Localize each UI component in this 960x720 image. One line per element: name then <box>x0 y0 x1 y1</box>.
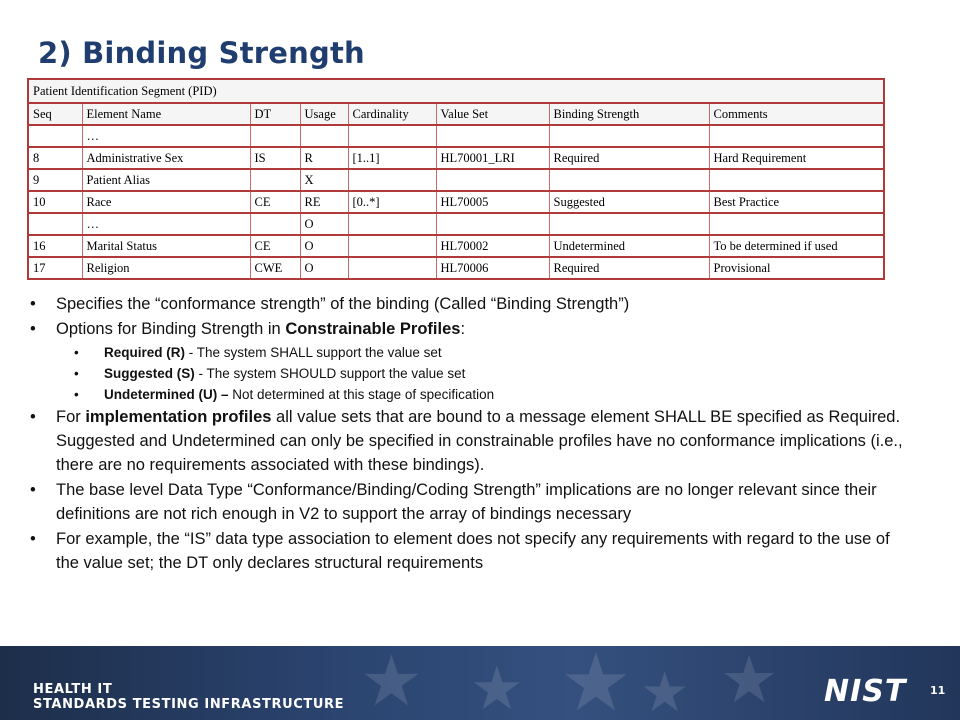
table-cell: HL70006 <box>436 257 549 279</box>
pid-table <box>27 78 885 280</box>
sub-bullet-text <box>104 363 465 384</box>
table-cell: CE <box>250 235 300 257</box>
table-caption: Patient Identification Segment (PID) <box>28 79 884 103</box>
bullet-dot-icon: • <box>30 295 36 313</box>
table-row <box>28 191 884 213</box>
bullet-dot-icon: • <box>30 481 36 499</box>
column-header: DT <box>250 103 300 125</box>
table-cell: Undetermined <box>549 235 709 257</box>
sub-bullet-part: - The system SHOULD support the value set <box>194 366 466 381</box>
footer-line-2: STANDARDS TESTING INFRASTRUCTURE <box>33 697 345 712</box>
column-header: Binding Strength <box>549 103 709 125</box>
nist-logo: NIST <box>824 674 907 709</box>
table-cell: R <box>300 147 348 169</box>
table-cell: RE <box>300 191 348 213</box>
table-cell: CWE <box>250 257 300 279</box>
column-header: Seq <box>28 103 82 125</box>
table-cell: IS <box>250 147 300 169</box>
table-cell: Best Practice <box>709 191 884 213</box>
sub-bullet-bold: Undetermined (U) – <box>104 387 229 402</box>
table-row <box>28 257 884 279</box>
sub-bullet-item <box>30 342 910 363</box>
star-icon: ★ <box>720 646 779 716</box>
bullet-item <box>30 405 910 477</box>
table-cell: Religion <box>82 257 250 279</box>
table-cell <box>709 125 884 147</box>
table-cell: Suggested <box>549 191 709 213</box>
table-cell <box>348 257 436 279</box>
table-cell <box>436 169 549 191</box>
table-row <box>28 213 884 235</box>
column-header: Usage <box>300 103 348 125</box>
table-row <box>28 125 884 147</box>
table-cell <box>28 125 82 147</box>
bullet-text-bold: implementation profiles <box>85 408 272 426</box>
sub-bullet-bold: Suggested (S) <box>104 366 195 381</box>
bullet-text-part: : <box>460 320 466 338</box>
star-icon: ★ <box>560 646 632 720</box>
table-header-row <box>28 103 884 125</box>
table-cell <box>549 169 709 191</box>
star-icon: ★ <box>640 661 690 720</box>
column-header: Element Name <box>82 103 250 125</box>
footer-line-1: HEALTH IT <box>33 682 113 697</box>
table-cell: [1..1] <box>348 147 436 169</box>
bullet-text: The base level Data Type “Conformance/Binding/Coding Strength” implications are no longer relevant since their definitions are not rich enough in V2 to support the array of bindings necessary <box>56 481 877 523</box>
table-cell: Patient Alias <box>82 169 250 191</box>
bullet-dot-icon: • <box>30 320 36 338</box>
table-cell: 9 <box>28 169 82 191</box>
table-cell: X <box>300 169 348 191</box>
table-cell: Provisional <box>709 257 884 279</box>
column-header: Cardinality <box>348 103 436 125</box>
table-cell: … <box>82 213 250 235</box>
table-cell <box>348 125 436 147</box>
table-cell: [0..*] <box>348 191 436 213</box>
table-cell <box>709 213 884 235</box>
table-cell: O <box>300 235 348 257</box>
column-header: Value Set <box>436 103 549 125</box>
bullet-text: Specifies the “conformance strength” of the binding (Called “Binding Strength”) <box>56 295 630 313</box>
table-cell <box>436 125 549 147</box>
bullet-text-part: Options for Binding Strength in <box>56 320 286 338</box>
table-row <box>28 147 884 169</box>
bullet-dot-icon: • <box>74 387 79 402</box>
table-cell <box>348 235 436 257</box>
bullet-text-bold: Constrainable Profiles <box>285 320 461 338</box>
table-cell <box>250 125 300 147</box>
table-cell: Administrative Sex <box>82 147 250 169</box>
table-cell: 10 <box>28 191 82 213</box>
table-cell <box>348 169 436 191</box>
star-icon: ★ <box>360 646 423 720</box>
sub-bullet-text <box>104 384 494 405</box>
bullet-item <box>30 478 910 526</box>
bullet-text <box>56 405 910 477</box>
sub-bullet-bold: Required (R) <box>104 345 185 360</box>
bullet-text-part: all value sets that are bound to a message element SHALL BE specified as Required. Suggested and Undetermined can only be specified in constrainable profiles have no conformance implications (i.e., there are no requirements associated with these bindings). <box>56 408 903 474</box>
bullet-text: For example, the “IS” data type association to element does not specify any requirements with regard to the use of the value set; the DT only declares structural requirements <box>56 530 890 572</box>
page-number: 11 <box>930 684 946 697</box>
sub-bullet-part: Not determined at this stage of specification <box>228 387 495 402</box>
table-cell <box>709 169 884 191</box>
bullet-item <box>30 527 910 575</box>
bullet-dot-icon: • <box>30 530 36 548</box>
table-row <box>28 169 884 191</box>
table-caption-row <box>28 79 884 103</box>
table-cell <box>250 213 300 235</box>
table-cell: HL70005 <box>436 191 549 213</box>
table-cell <box>436 213 549 235</box>
sub-bullet-text <box>104 342 442 363</box>
table-cell: O <box>300 257 348 279</box>
sub-bullet-item <box>30 363 910 384</box>
table-cell: 8 <box>28 147 82 169</box>
table-cell <box>549 125 709 147</box>
table-cell: … <box>82 125 250 147</box>
bullet-item <box>30 292 910 316</box>
table-cell: Required <box>549 147 709 169</box>
table-cell: Marital Status <box>82 235 250 257</box>
table-row <box>28 235 884 257</box>
table-cell: 16 <box>28 235 82 257</box>
table-cell: HL70001_LRI <box>436 147 549 169</box>
bullet-list <box>30 292 910 576</box>
table-cell: Required <box>549 257 709 279</box>
bullet-text-part: For <box>56 408 86 426</box>
table-cell <box>300 125 348 147</box>
table-cell: CE <box>250 191 300 213</box>
table-cell: HL70002 <box>436 235 549 257</box>
bullet-item <box>30 317 910 341</box>
table-cell <box>549 213 709 235</box>
table-cell <box>348 213 436 235</box>
slide-title: 2) Binding Strength <box>38 36 365 70</box>
table-cell: To be determined if used <box>709 235 884 257</box>
table-cell: Race <box>82 191 250 213</box>
sub-bullet-part: - The system SHALL support the value set <box>185 345 442 360</box>
table-cell <box>28 213 82 235</box>
table-cell: O <box>300 213 348 235</box>
sub-bullet-item <box>30 384 910 405</box>
star-icon: ★ <box>470 655 524 720</box>
table-cell: 17 <box>28 257 82 279</box>
table-cell: Hard Requirement <box>709 147 884 169</box>
bullet-dot-icon: • <box>30 408 36 426</box>
table-cell <box>250 169 300 191</box>
bullet-dot-icon: • <box>74 366 79 381</box>
bullet-dot-icon: • <box>74 345 79 360</box>
column-header: Comments <box>709 103 884 125</box>
bullet-text <box>56 317 910 341</box>
